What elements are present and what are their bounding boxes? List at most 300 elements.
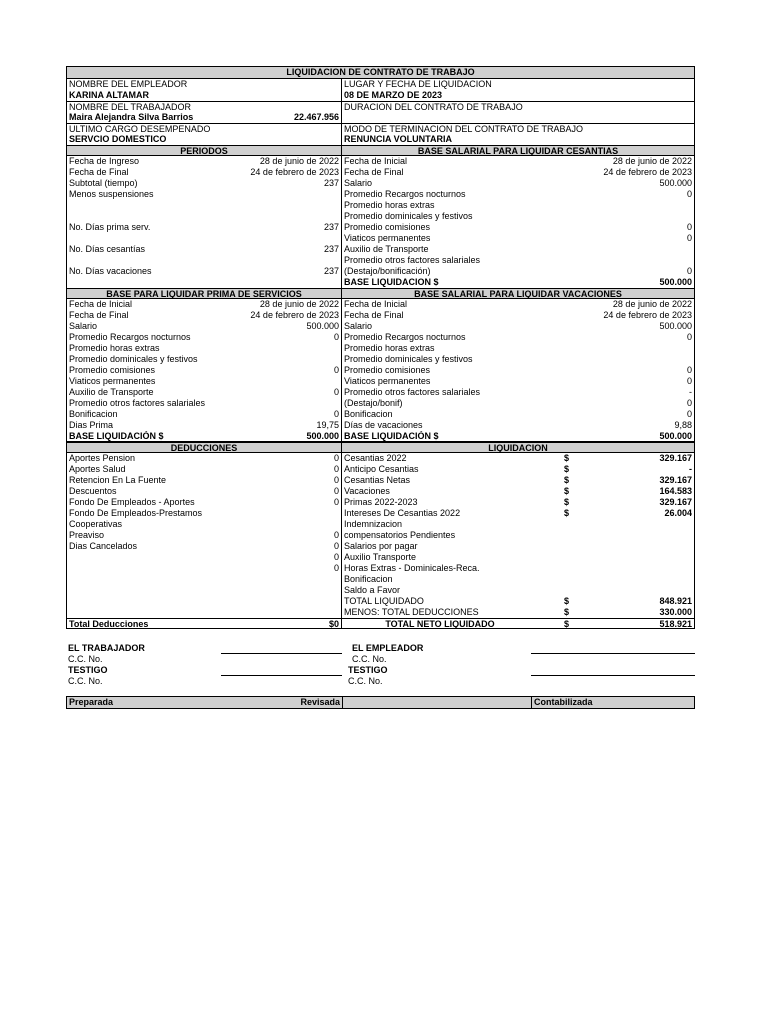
left-label: Promedio otros factores salariales [69, 398, 206, 408]
right-cell [342, 475, 695, 486]
left-cell [66, 431, 342, 442]
right-value: 500.000 [659, 321, 692, 331]
right-value: - [689, 387, 692, 397]
left-cell [66, 266, 342, 277]
footer-preparada: Preparada [69, 697, 114, 707]
right-label: Bonificacion [344, 574, 393, 584]
left-cell [66, 596, 342, 607]
right-value: 0 [686, 266, 692, 276]
right-label: TOTAL LIQUIDADO [344, 596, 424, 606]
left-cell [66, 189, 342, 200]
left-label: Fecha de Final [69, 167, 129, 177]
left-cell [66, 486, 342, 497]
left-cell [66, 387, 342, 398]
left-cell [66, 519, 342, 530]
right-cell [342, 420, 695, 431]
total-deducciones-label: Total Deducciones [69, 619, 149, 628]
right-cell [342, 486, 695, 497]
left-cell [66, 552, 342, 563]
table-row [66, 607, 695, 618]
right-cell [342, 233, 695, 244]
table-row [66, 486, 695, 497]
left-cell [66, 167, 342, 178]
right-label: compensatorios Pendientes [344, 530, 456, 540]
right-label: Primas 2022-2023 [344, 497, 418, 507]
header-label-row [66, 79, 695, 90]
right-label: Promedio Recargos nocturnos [344, 189, 466, 199]
trabajador-cc: C.C. No. [68, 654, 103, 664]
right-cell [342, 277, 695, 288]
table-row [66, 398, 695, 409]
right-label: Intereses De Cesantias 2022 [344, 508, 461, 518]
right-dollar: $ [564, 607, 570, 617]
header-value-row [66, 112, 695, 123]
right-value: 0 [686, 332, 692, 342]
header-right-label: LUGAR Y FECHA DE LIQUIDACION [342, 79, 695, 90]
right-cell [342, 255, 695, 266]
right-label: (Destajo/bonificación) [344, 266, 431, 276]
left-label: Aportes Pension [69, 453, 136, 463]
left-cell [66, 156, 342, 167]
table-row [66, 387, 695, 398]
table-row [66, 354, 695, 365]
left-cell [66, 475, 342, 486]
right-label: Fecha de Inicial [344, 156, 408, 166]
left-cell [66, 530, 342, 541]
right-value: 24 de febrero de 2023 [603, 167, 692, 177]
right-label: Horas Extras - Dominicales-Reca. [344, 563, 480, 573]
left-cell [66, 299, 342, 310]
total-neto-label: TOTAL NETO LIQUIDADO [385, 619, 495, 628]
left-cell [66, 310, 342, 321]
footer-bar [66, 696, 695, 709]
section-right-title: BASE SALARIAL PARA LIQUIDAR CESANTIAS [342, 145, 695, 156]
left-value: 24 de febrero de 2023 [250, 167, 339, 177]
table-row [66, 156, 695, 167]
left-label: Subtotal (tiempo) [69, 178, 138, 188]
right-label: BASE LIQUIDACIÓN $ [344, 431, 439, 441]
left-cell [66, 563, 342, 574]
table-row [66, 167, 695, 178]
section-left-title: PERIODOS [66, 145, 342, 156]
table-row [66, 464, 695, 475]
right-value [622, 519, 692, 530]
testigo2-sign-line [531, 665, 695, 676]
left-label [69, 574, 339, 585]
right-label: Promedio otros factores salariales [344, 255, 481, 265]
header-value-row [66, 134, 695, 145]
footer-blank [343, 697, 532, 708]
right-label: Promedio comisiones [344, 222, 431, 232]
left-label: Preaviso [69, 530, 105, 540]
left-cell [66, 222, 342, 233]
header-left-label: ULTIMO CARGO DESEMPENADO [66, 123, 342, 134]
right-value: 500.000 [659, 277, 692, 287]
right-dollar [564, 574, 594, 585]
header-label-row [66, 123, 695, 134]
left-cell [66, 497, 342, 508]
right-value [622, 585, 692, 596]
table-row [66, 519, 695, 530]
right-cell [342, 189, 695, 200]
left-cell [66, 376, 342, 387]
left-value: 28 de junio de 2022 [259, 156, 339, 166]
right-dollar: $ [564, 508, 570, 518]
right-cell [342, 211, 695, 222]
right-cell [342, 508, 695, 519]
right-label: Auxilio Transporte [344, 552, 417, 562]
right-value: 329.167 [659, 475, 692, 485]
header-left-value-text: SERVCIO DOMESTICO [69, 134, 167, 144]
right-value: - [689, 464, 692, 474]
right-value: 0 [686, 222, 692, 232]
empleador-cc: C.C. No. [352, 654, 387, 664]
header-right-label: DURACION DEL CONTRATO DE TRABAJO [342, 101, 695, 112]
right-cell [342, 464, 695, 475]
right-cell [342, 552, 695, 563]
testigo2-cc: C.C. No. [348, 676, 383, 686]
left-value: 0 [333, 530, 339, 540]
right-label: Anticipo Cesantias [344, 464, 419, 474]
empleador-sign-line [531, 643, 695, 654]
section-header [66, 145, 695, 156]
section-prima-vacaciones [66, 288, 695, 442]
left-label [69, 200, 339, 211]
right-label: BASE LIQUIDACION $ [344, 277, 439, 287]
left-label [69, 255, 339, 266]
left-label [69, 563, 334, 574]
left-label [69, 233, 339, 244]
right-label: Fecha de Inicial [344, 299, 408, 309]
total-neto-cell [342, 618, 695, 629]
right-label: Fecha de Final [344, 167, 404, 177]
right-label: Promedio horas extras [344, 200, 435, 210]
right-value [622, 530, 692, 541]
left-value: 24 de febrero de 2023 [250, 310, 339, 320]
table-row [66, 574, 695, 585]
left-value: 0 [333, 365, 339, 375]
trabajador-sign-line [221, 643, 342, 654]
left-label [69, 607, 339, 618]
table-row [66, 277, 695, 288]
table-row [66, 585, 695, 596]
table-row [66, 244, 695, 255]
left-label: Promedio horas extras [69, 343, 160, 353]
right-value: 500.000 [659, 178, 692, 188]
left-label: No. Días vacaciones [69, 266, 152, 276]
right-cell [342, 365, 695, 376]
table-row [66, 552, 695, 563]
right-cell [342, 222, 695, 233]
left-label [69, 277, 339, 288]
header-left-label: NOMBRE DEL TRABAJADOR [66, 101, 342, 112]
left-cell [66, 607, 342, 618]
right-cell [342, 200, 695, 211]
right-dollar: $ [564, 497, 570, 507]
right-label: Promedio comisiones [344, 365, 431, 375]
right-cell [342, 310, 695, 321]
right-label: Saldo a Favor [344, 585, 401, 595]
right-label: Indemnizacion [344, 519, 403, 529]
left-value: 0 [333, 563, 339, 573]
left-label [69, 585, 339, 596]
total-deducciones-cell [66, 618, 342, 629]
left-value: 0 [333, 497, 339, 507]
left-cell [66, 464, 342, 475]
section-left-title: BASE PARA LIQUIDAR PRIMA DE SERVICIOS [66, 288, 342, 299]
right-value: 26.004 [664, 508, 692, 518]
table-row [66, 266, 695, 277]
right-label: (Destajo/bonif) [344, 398, 403, 408]
right-value [622, 563, 692, 574]
right-dollar [564, 585, 594, 596]
trabajador-label: EL TRABAJADOR [68, 643, 145, 653]
left-cell [66, 453, 342, 464]
left-cell [66, 365, 342, 376]
header-left-value [66, 112, 342, 123]
header-left-value-text: KARINA ALTAMAR [69, 90, 149, 100]
right-dollar: $ [564, 596, 570, 606]
left-cell [66, 420, 342, 431]
left-cell [66, 255, 342, 266]
table-row [66, 541, 695, 552]
right-cell [342, 530, 695, 541]
left-label: Promedio Recargos nocturnos [69, 332, 191, 342]
left-label: Cooperativas [69, 519, 123, 529]
right-value: 329.167 [659, 453, 692, 463]
table-row [66, 420, 695, 431]
left-cell [66, 332, 342, 343]
right-value: 848.921 [659, 596, 692, 606]
right-dollar: $ [564, 464, 570, 474]
left-value: 0 [333, 409, 339, 419]
header-label-row [66, 101, 695, 112]
right-label: Salario [344, 178, 373, 188]
left-value: 19,75 [316, 420, 339, 430]
liquidation-sheet [66, 66, 695, 709]
table-row [66, 563, 695, 574]
right-value: 0 [686, 398, 692, 408]
table-row [66, 189, 695, 200]
right-label: Promedio Recargos nocturnos [344, 332, 466, 342]
left-label: Retencion En La Fuente [69, 475, 167, 485]
right-cell [342, 574, 695, 585]
right-cell [342, 376, 695, 387]
table-row [66, 530, 695, 541]
left-value: 0 [333, 475, 339, 485]
table-row [66, 453, 695, 464]
table-row [66, 233, 695, 244]
header-left-value [66, 90, 342, 101]
left-cell [66, 178, 342, 189]
left-value: 0 [333, 552, 339, 562]
left-value: 500.000 [306, 431, 339, 441]
right-value: 329.167 [659, 497, 692, 507]
left-cell [66, 200, 342, 211]
right-cell [342, 431, 695, 442]
header-left-value [66, 134, 342, 145]
table-row [66, 222, 695, 233]
table-row [66, 200, 695, 211]
table-row [66, 497, 695, 508]
left-label: Fondo De Empleados-Prestamos [69, 508, 203, 518]
right-cell [342, 156, 695, 167]
left-label: Bonificacion [69, 409, 118, 419]
left-value: 237 [323, 222, 339, 232]
testigo1-label: TESTIGO [68, 665, 108, 675]
table-row [66, 343, 695, 354]
left-cell [66, 409, 342, 420]
table-row [66, 475, 695, 486]
right-label: Cesantias 2022 [344, 453, 407, 463]
table-row [66, 299, 695, 310]
left-label: Promedio comisiones [69, 365, 156, 375]
left-value: 28 de junio de 2022 [259, 299, 339, 309]
left-value: 0 [333, 453, 339, 463]
document-title: LIQUIDACION DE CONTRATO DE TRABAJO [66, 66, 695, 79]
right-dollar [564, 541, 594, 552]
right-dollar [564, 563, 594, 574]
left-value: 237 [323, 178, 339, 188]
header-right-value: 08 DE MARZO DE 2023 [342, 90, 695, 101]
right-cell [342, 409, 695, 420]
right-cell [342, 387, 695, 398]
right-label: Vacaciones [344, 486, 390, 496]
left-label [69, 596, 339, 607]
left-cell [66, 244, 342, 255]
right-cell [342, 178, 695, 189]
header-left-value-extra: 22.467.956 [293, 112, 339, 122]
right-value: 28 de junio de 2022 [612, 156, 692, 166]
right-dollar [564, 552, 594, 563]
signatures-block [66, 643, 695, 687]
left-value: 0 [333, 486, 339, 496]
left-label: Menos suspensiones [69, 189, 154, 199]
section-periods-cesantias [66, 145, 695, 288]
right-label: MENOS: TOTAL DEDUCCIONES [344, 607, 479, 617]
right-cell [342, 244, 695, 255]
left-label: Dias Cancelados [69, 541, 138, 551]
table-row [66, 365, 695, 376]
left-cell [66, 574, 342, 585]
table-row [66, 211, 695, 222]
left-value: 237 [323, 244, 339, 254]
right-value: 24 de febrero de 2023 [603, 310, 692, 320]
table-row [66, 409, 695, 420]
right-value: 0 [686, 233, 692, 243]
right-label: Viaticos permanentes [344, 376, 431, 386]
left-cell [66, 233, 342, 244]
left-label: Salario [69, 321, 98, 331]
right-value [622, 541, 692, 552]
left-label: No. Días prima serv. [69, 222, 151, 232]
left-label: Dias Prima [69, 420, 114, 430]
left-cell [66, 398, 342, 409]
right-label: Bonificacion [344, 409, 393, 419]
right-label: Salario [344, 321, 373, 331]
testigo1-sign-line [221, 665, 342, 676]
total-neto-value: 518.921 [659, 619, 692, 629]
right-cell [342, 585, 695, 596]
right-cell [342, 497, 695, 508]
right-label: Fecha de Final [344, 310, 404, 320]
right-value: 500.000 [659, 431, 692, 441]
right-value [622, 552, 692, 563]
right-cell [342, 453, 695, 464]
left-label: Promedio dominicales y festivos [69, 354, 198, 364]
right-cell [342, 167, 695, 178]
right-label: Salarios por pagar [344, 541, 418, 551]
left-label: Fecha de Final [69, 310, 129, 320]
left-label: Descuentos [69, 486, 117, 496]
right-dollar [564, 519, 594, 530]
total-row [66, 618, 695, 629]
header-value-row [66, 90, 695, 101]
right-dollar: $ [564, 453, 570, 463]
total-neto-dollar: $ [564, 619, 570, 629]
right-label: Auxilio de Transporte [344, 244, 429, 254]
header-left-label: NOMBRE DEL EMPLEADOR [66, 79, 342, 90]
right-value: 164.583 [659, 486, 692, 496]
header-right-label: MODO DE TERMINACION DEL CONTRATO DE TRABAJO [342, 123, 695, 134]
right-cell [342, 299, 695, 310]
left-cell [66, 321, 342, 332]
right-cell [342, 519, 695, 530]
right-value: 0 [686, 189, 692, 199]
left-cell [66, 354, 342, 365]
section-right-title: LIQUIDACION [342, 442, 695, 453]
left-label: Fecha de Ingreso [69, 156, 140, 166]
left-label: No. Días cesantías [69, 244, 146, 254]
footer-revisada: Revisada [222, 697, 343, 708]
right-value: 0 [686, 376, 692, 386]
table-row [66, 508, 695, 519]
total-deducciones-value: $0 [328, 619, 339, 629]
section-left-title: DEDUCCIONES [66, 442, 342, 453]
section-right-title: BASE SALARIAL PARA LIQUIDAR VACACIONES [342, 288, 695, 299]
empleador-label: EL EMPLEADOR [352, 643, 424, 653]
left-label: Auxilio de Transporte [69, 387, 154, 397]
right-cell [342, 343, 695, 354]
right-value: 9,88 [674, 420, 692, 430]
left-label: Viaticos permanentes [69, 376, 156, 386]
testigo1-cc: C.C. No. [68, 676, 103, 686]
table-row [66, 321, 695, 332]
right-label: Viaticos permanentes [344, 233, 431, 243]
right-cell [342, 607, 695, 618]
right-cell [342, 398, 695, 409]
header-right-value: RENUNCIA VOLUNTARIA [342, 134, 695, 145]
left-label: Fecha de Inicial [69, 299, 133, 309]
left-label: Aportes Salud [69, 464, 126, 474]
header-right-value [342, 112, 695, 123]
left-value: 0 [333, 387, 339, 397]
right-label: Promedio horas extras [344, 343, 435, 353]
section-header [66, 442, 695, 453]
table-row [66, 431, 695, 442]
right-label: Promedio otros factores salariales [344, 387, 481, 397]
right-value [622, 574, 692, 585]
section-deducciones-liquidacion [66, 442, 695, 629]
left-label: Fondo De Empleados - Aportes [69, 497, 195, 507]
left-cell [66, 585, 342, 596]
left-cell [66, 211, 342, 222]
left-cell [66, 541, 342, 552]
right-value: 28 de junio de 2022 [612, 299, 692, 309]
right-label: Cesantias Netas [344, 475, 411, 485]
table-row [66, 376, 695, 387]
right-dollar: $ [564, 475, 570, 485]
